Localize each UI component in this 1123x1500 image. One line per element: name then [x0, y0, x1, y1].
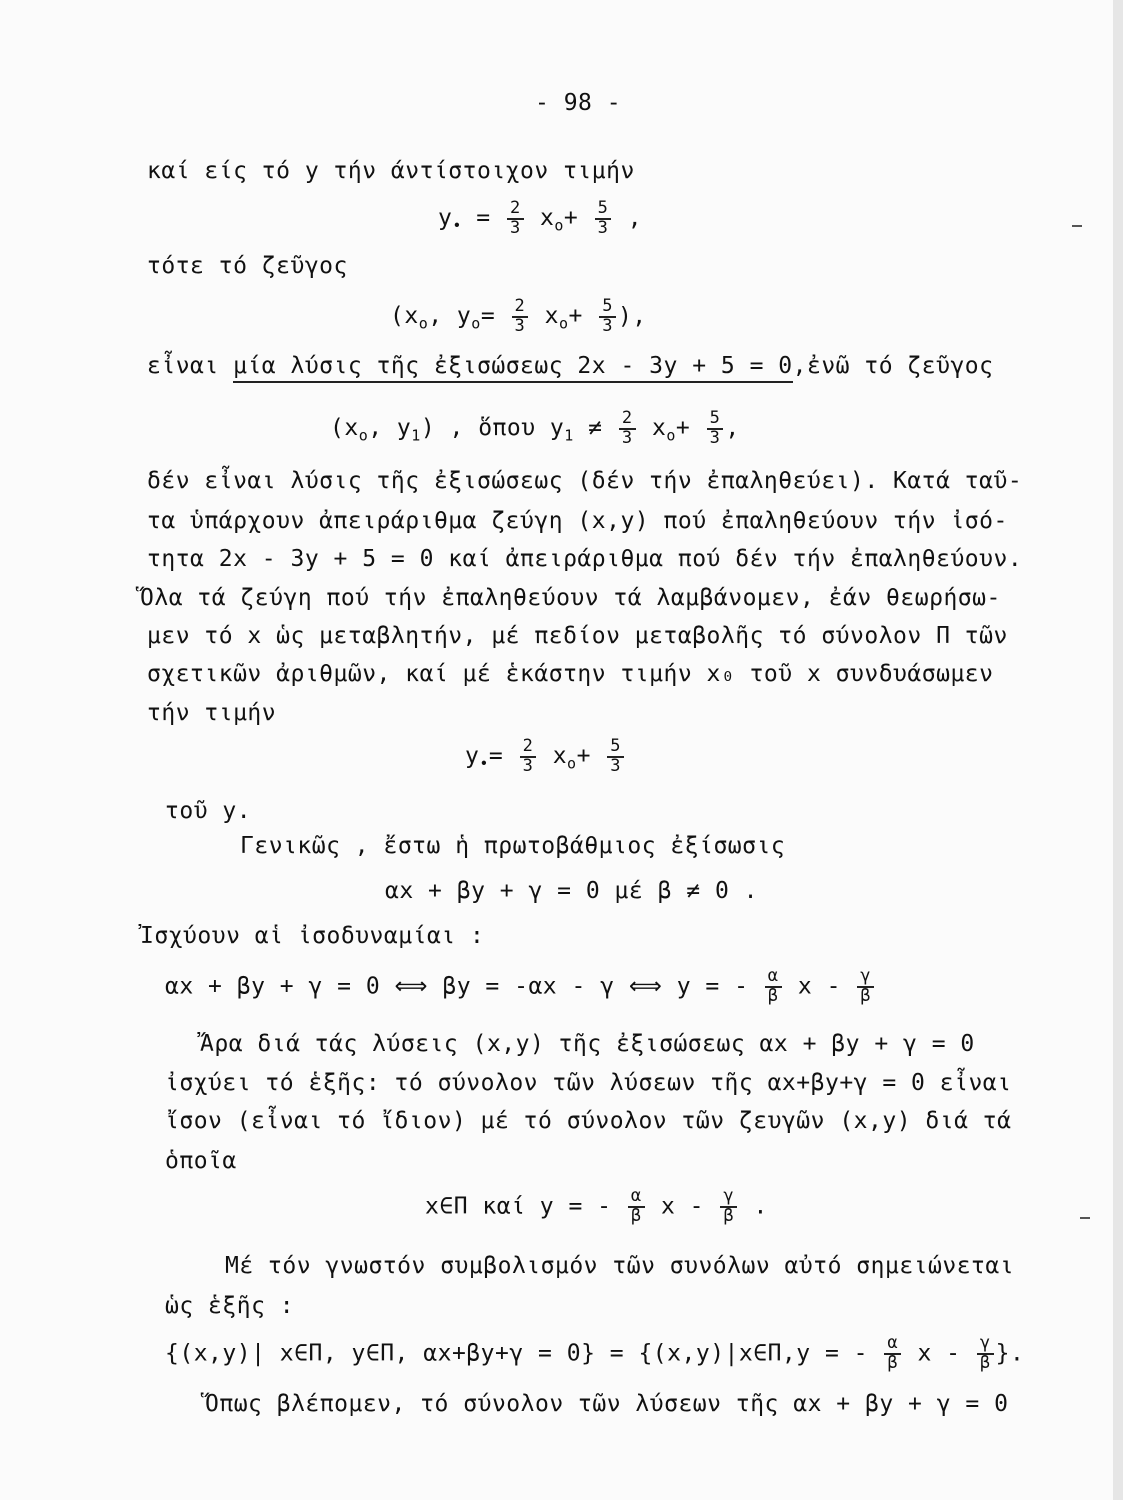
paragraph-line: μεν τό x ὡς μεταβλητήν, μέ πεδίον μεταβολῆς τό σύνολον Π τῶν: [147, 623, 1008, 649]
paragraph-line: τα ὑπάρχουν ἀπειράριθμα ζεύγη (x,y) πού ἐπαληθεύουν τήν ἰσό-: [147, 508, 1008, 534]
text-line: τότε τό ζεῦγος: [147, 253, 348, 279]
margin-mark: [1080, 1217, 1090, 1219]
paragraph-line: Μέ τόν γνωστόν συμβολισμόν τῶν συνόλων αὐτό σημειώνεται: [225, 1253, 1015, 1279]
paragraph-line: Ὅλα τά ζεύγη πού τήν ἐπαληθεύουν τά λαμβάνομεν, ἐάν θεωρήσω-: [140, 585, 1001, 611]
equation: αx + βy + γ = 0 μέ β ≠ 0 .: [385, 878, 759, 904]
equation: ($x_o$, $y_o=$ $\frac{2}{3}$ $x_o+$ $\frac{5}{3}$ ),: [390, 296, 647, 336]
paragraph-line: Ἄρα διά τάς λύσεις (x,y) τῆς ἐξισώσεως αx + βy + γ = 0: [200, 1031, 975, 1057]
text-line: τοῦ y.: [165, 798, 252, 824]
margin-mark: [1072, 225, 1082, 227]
equation: ($x_o$, $y_1$) , ὅπου $y_1$ ≠ $\frac{2}{3}$ $x_o+$ $\frac{5}{3}$ ,: [330, 408, 740, 448]
page-edge: [1113, 0, 1123, 1500]
paragraph-line: σχετικῶν ἀριθμῶν, καί μέ ἑκάστην τιμήν x₀ τοῦ x συνδυάσωμεν: [147, 661, 994, 687]
paragraph-line: τητα 2x - 3y + 5 = 0 καί ἀπειράριθμα πού δέν τήν ἐπαληθεύουν.: [147, 546, 1023, 572]
paragraph-line: δέν εἶναι λύσις τῆς ἐξισώσεως (δέν τήν ἐπαληθεύει). Κατά ταῦ-: [147, 468, 1023, 494]
text-line: Γενικῶς , ἔστω ἡ πρωτοβάθμιος ἐξίσωσις: [240, 833, 786, 859]
underlined-phrase: μία λύσις τῆς ἐξισώσεως 2x - 3y + 5 = 0: [233, 353, 793, 383]
text-line: καί είς τό y τήν άντίστοιχον τιμήν: [147, 158, 635, 184]
equation: αx + βy + γ = 0 ⟺ βy = -αx - γ ⟺ y = - $\frac{\alpha}{\beta}$ x - $\frac{\gamma}{\beta}$: [165, 968, 876, 1006]
equation: x∈Π καί y = - $\frac{\alpha}{\beta}$ x - $\frac{\gamma}{\beta}$ .: [425, 1186, 768, 1226]
equation: $y_•$ = $\frac{2}{3}$ $x_o+$ $\frac{5}{3}$ ,: [438, 198, 643, 238]
paragraph-line: ἴσον (εἶναι τό ἴδιον) μέ τό σύνολον τῶν ζευγῶν (x,y) διά τά: [165, 1108, 1012, 1134]
text-line: Ὅπως βλέπομεν, τό σύνολον τῶν λύσεων τῆς αx + βy + γ = 0: [205, 1391, 1009, 1417]
paragraph-line: ὁποῖα: [165, 1148, 237, 1174]
text-line: εἶναι μία λύσις τῆς ἐξισώσεως 2x - 3y + 5 = 0,ἐνῶ τό ζεῦγος: [147, 355, 994, 378]
paragraph-line: ἰσχύει τό ἑξῆς: τό σύνολον τῶν λύσεων τῆς αx+βy+γ = 0 εἶναι: [165, 1070, 1012, 1096]
text-line: Ἰσχύουν αἱ ἰσοδυναμίαι :: [140, 923, 485, 949]
equation: {(x,y)| x∈Π, y∈Π, αx+βy+γ = 0} = {(x,y)|x∈Π,y = - $\frac{\alpha}{\beta}$ x - $\frac{\gamma}{\beta}$ }.: [165, 1333, 1025, 1373]
equation: $y_•=$ $\frac{2}{3}$ $x_o+$ $\frac{5}{3}$: [465, 738, 626, 776]
paragraph-line: ὡς ἑξῆς :: [165, 1293, 295, 1319]
paragraph-line: τήν τιμήν: [147, 700, 277, 726]
page-number: - 98 -: [535, 90, 622, 116]
